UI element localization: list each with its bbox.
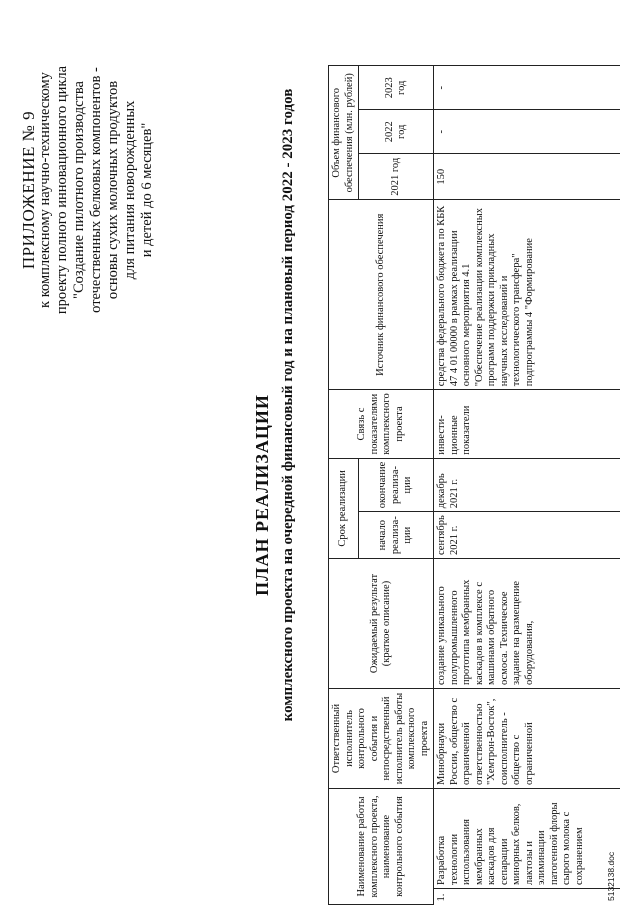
appendix-line: отечественных белковых компонентов - <box>88 67 104 313</box>
appendix-line: "Создание пилотного производства <box>71 81 87 299</box>
appendix-block <box>20 10 156 370</box>
document-id: 5132138.doc <box>606 851 616 901</box>
header-end: окончание реализа-ции <box>359 458 434 512</box>
header-start: начало реализа-ции <box>359 512 434 559</box>
header-2021: 2021 год <box>359 154 434 200</box>
appendix-line: и детей до 6 месяцев" <box>139 122 155 258</box>
row-2022: - <box>434 110 620 154</box>
row-2023: - <box>434 66 620 110</box>
appendix-line: проекту полного инновационного цикла <box>54 65 70 315</box>
row-result: создание уникального полупромышленного прототипа мембранных каскадов в комплексе с машинами обратного осмоса. Техническое задание на размещение оборудования, <box>434 559 620 689</box>
header-source: Источник финансового обеспечения <box>329 200 434 390</box>
row-start: сентябрь 2021 г. <box>434 512 620 559</box>
appendix-line: основы сухих молочных продуктов <box>105 80 121 300</box>
plan-subtitle: комплексного проекта на очередной финансовый год и на плановый период 2022 - 2023 годов <box>280 88 296 722</box>
header-2022: 2022 год <box>359 110 434 154</box>
row-2021: 150 <box>434 154 620 200</box>
plan-table <box>328 65 620 905</box>
header-work: Наименование работы комплексного проекта, наименование контрольного события <box>329 789 434 905</box>
header-term: Срок реализации <box>329 458 359 558</box>
header-row <box>329 66 359 905</box>
row-responsible: Минобрнауки России, общество с ограниченной ответственностью "Хемтрон-Восток", соисполнитель - общество с ограниченной <box>434 689 620 789</box>
row-source: средства федерального бюджета по КБК 47 4 01 00000 в рамках реализации основного мероприятия 4.1 "Обеспечение реализации комплексных программ поддержки прикладных научных исследований и технологического трансфера" подпрограммы 4 "Формирование <box>434 200 620 390</box>
table-row <box>434 66 620 905</box>
appendix-line: для питания новорожденных <box>122 100 138 280</box>
header-2023: 2023 год <box>359 66 434 110</box>
row-link: инвести-ционные показатели <box>434 390 620 458</box>
appendix-title: ПРИЛОЖЕНИЕ № 9 <box>19 110 38 270</box>
row-number: 1. <box>436 893 447 902</box>
row-end: декабрь 2021 г. <box>434 458 620 512</box>
plan-title: ПЛАН РЕАЛИЗАЦИИ <box>252 394 272 596</box>
header-volume: Объем финансового обеспечения (млн. рублей) <box>329 66 359 200</box>
header-link: Связь с показателями комплексного проекта <box>329 390 434 458</box>
header-result: Ожидаемый результат (краткое описание) <box>329 559 434 689</box>
appendix-line: к комплексному научно-техническому <box>37 72 53 308</box>
header-responsible: Ответственный исполнитель контрольного события и непосредственный исполнитель работы комплексного проекта <box>329 689 434 789</box>
row-work: Разработка технологии использования мембранных каскадов для сепарации минорных белков, лактозы и элиминации патогенной флоры сырого молока с сохранением <box>434 789 620 889</box>
